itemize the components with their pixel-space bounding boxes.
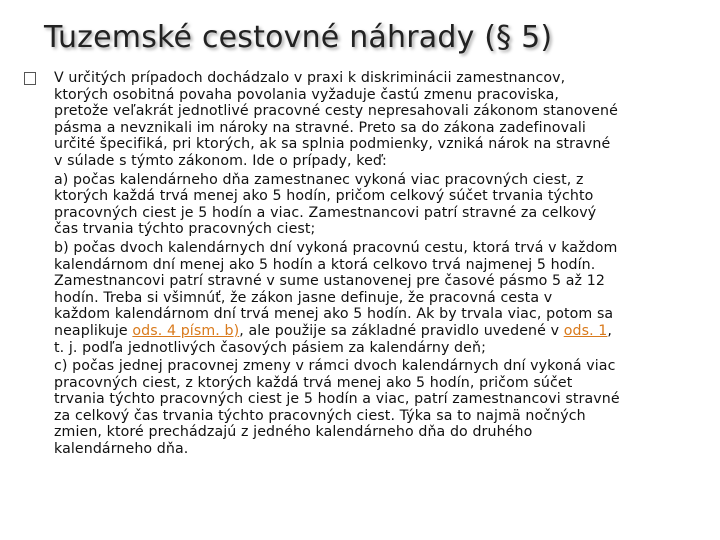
text-line: ktorých osobitná povaha povolania vyžaduje častú zmenu pracoviska, <box>54 86 560 103</box>
text-line: a) počas kalendárneho dňa zamestnanec vykoná viac pracovných ciest, z <box>54 171 584 188</box>
text-line: čas trvania týchto pracovných ciest; <box>54 221 316 238</box>
text-line: pásma a nevznikali im nároky na stravné. Preto sa do zákona zadefinovali <box>54 119 586 136</box>
text-fragment: , <box>607 322 613 339</box>
text-line: kalendárneho dňa. <box>54 441 189 458</box>
text-line: v súlade s týmto zákonom. Ide o prípady, keď: <box>54 152 387 169</box>
text-line: t. j. podľa jednotlivých časových pásiem za kalendárny deň; <box>54 339 486 356</box>
text-line: V určitých prípadoch dochádzalo v praxi k diskriminácii zamestnancov, <box>54 70 566 86</box>
text-line: b) počas dvoch kalendárnych dní vykoná pracovnú cestu, ktorá trvá v každom <box>54 239 618 256</box>
text-line: trvania týchto pracovných ciest je 5 hodín a viac, patrí zamestnancovi stravné <box>54 391 620 408</box>
text-line: Zamestnancovi patrí stravné v sume ustanovenej pre časové pásmo 5 až 12 <box>54 273 605 290</box>
link-ods-1[interactable]: ods. 1 <box>563 322 608 339</box>
intro-paragraph <box>54 70 700 170</box>
link-ods-4-pism-b[interactable]: ods. 4 písm. b) <box>132 322 240 339</box>
text-line: za celkový čas trvania týchto pracovných ciest. Týka sa to najmä nočných <box>54 407 586 424</box>
text-line: zmien, ktoré prechádzajú z jedného kalendárneho dňa do druhého <box>54 424 533 441</box>
text-line: ktorých každá trvá menej ako 5 hodín, pričom celkový súčet trvania týchto <box>54 188 594 205</box>
text-line: hodín. Treba si všimnúť, že zákon jasne definuje, že pracovná cesta v <box>54 289 553 306</box>
text-line: kalendárnom dní menej ako 5 hodín a ktorá celkovo trvá najmenej 5 hodín. <box>54 256 596 273</box>
text-line: pracovných ciest, z ktorých každá trvá menej ako 5 hodín, pričom súčet <box>54 374 573 391</box>
text-fragment: , ale použije sa základné pravidlo uvedené v <box>239 322 564 339</box>
text-line: pracovných ciest je 5 hodín a viac. Zamestnancovi patrí stravné za celkový <box>54 204 597 221</box>
text-line: pretože veľakrát jednotlivé pracovné cesty nepresahovali zákonom stanovené <box>54 103 618 120</box>
text-line: určité špecifiká, pri ktorých, ak sa splnia podmienky, vzniká nárok na stravné <box>54 136 611 153</box>
case-c-paragraph <box>54 358 700 458</box>
square-bullet-icon <box>24 72 36 85</box>
case-b-paragraph <box>54 240 700 356</box>
slide-body <box>54 70 700 460</box>
text-fragment: neaplikuje <box>54 322 133 339</box>
case-a-paragraph <box>54 172 700 238</box>
slide-title: Tuzemské cestovné náhrady (§ 5) <box>44 20 553 55</box>
text-line-with-links <box>54 323 700 340</box>
text-line: c) počas jednej pracovnej zmeny v rámci dvoch kalendárnych dní vykoná viac <box>54 358 616 375</box>
text-line: každom kalendárnom dní trvá menej ako 5 hodín. Ak by trvala viac, potom sa <box>54 306 614 323</box>
